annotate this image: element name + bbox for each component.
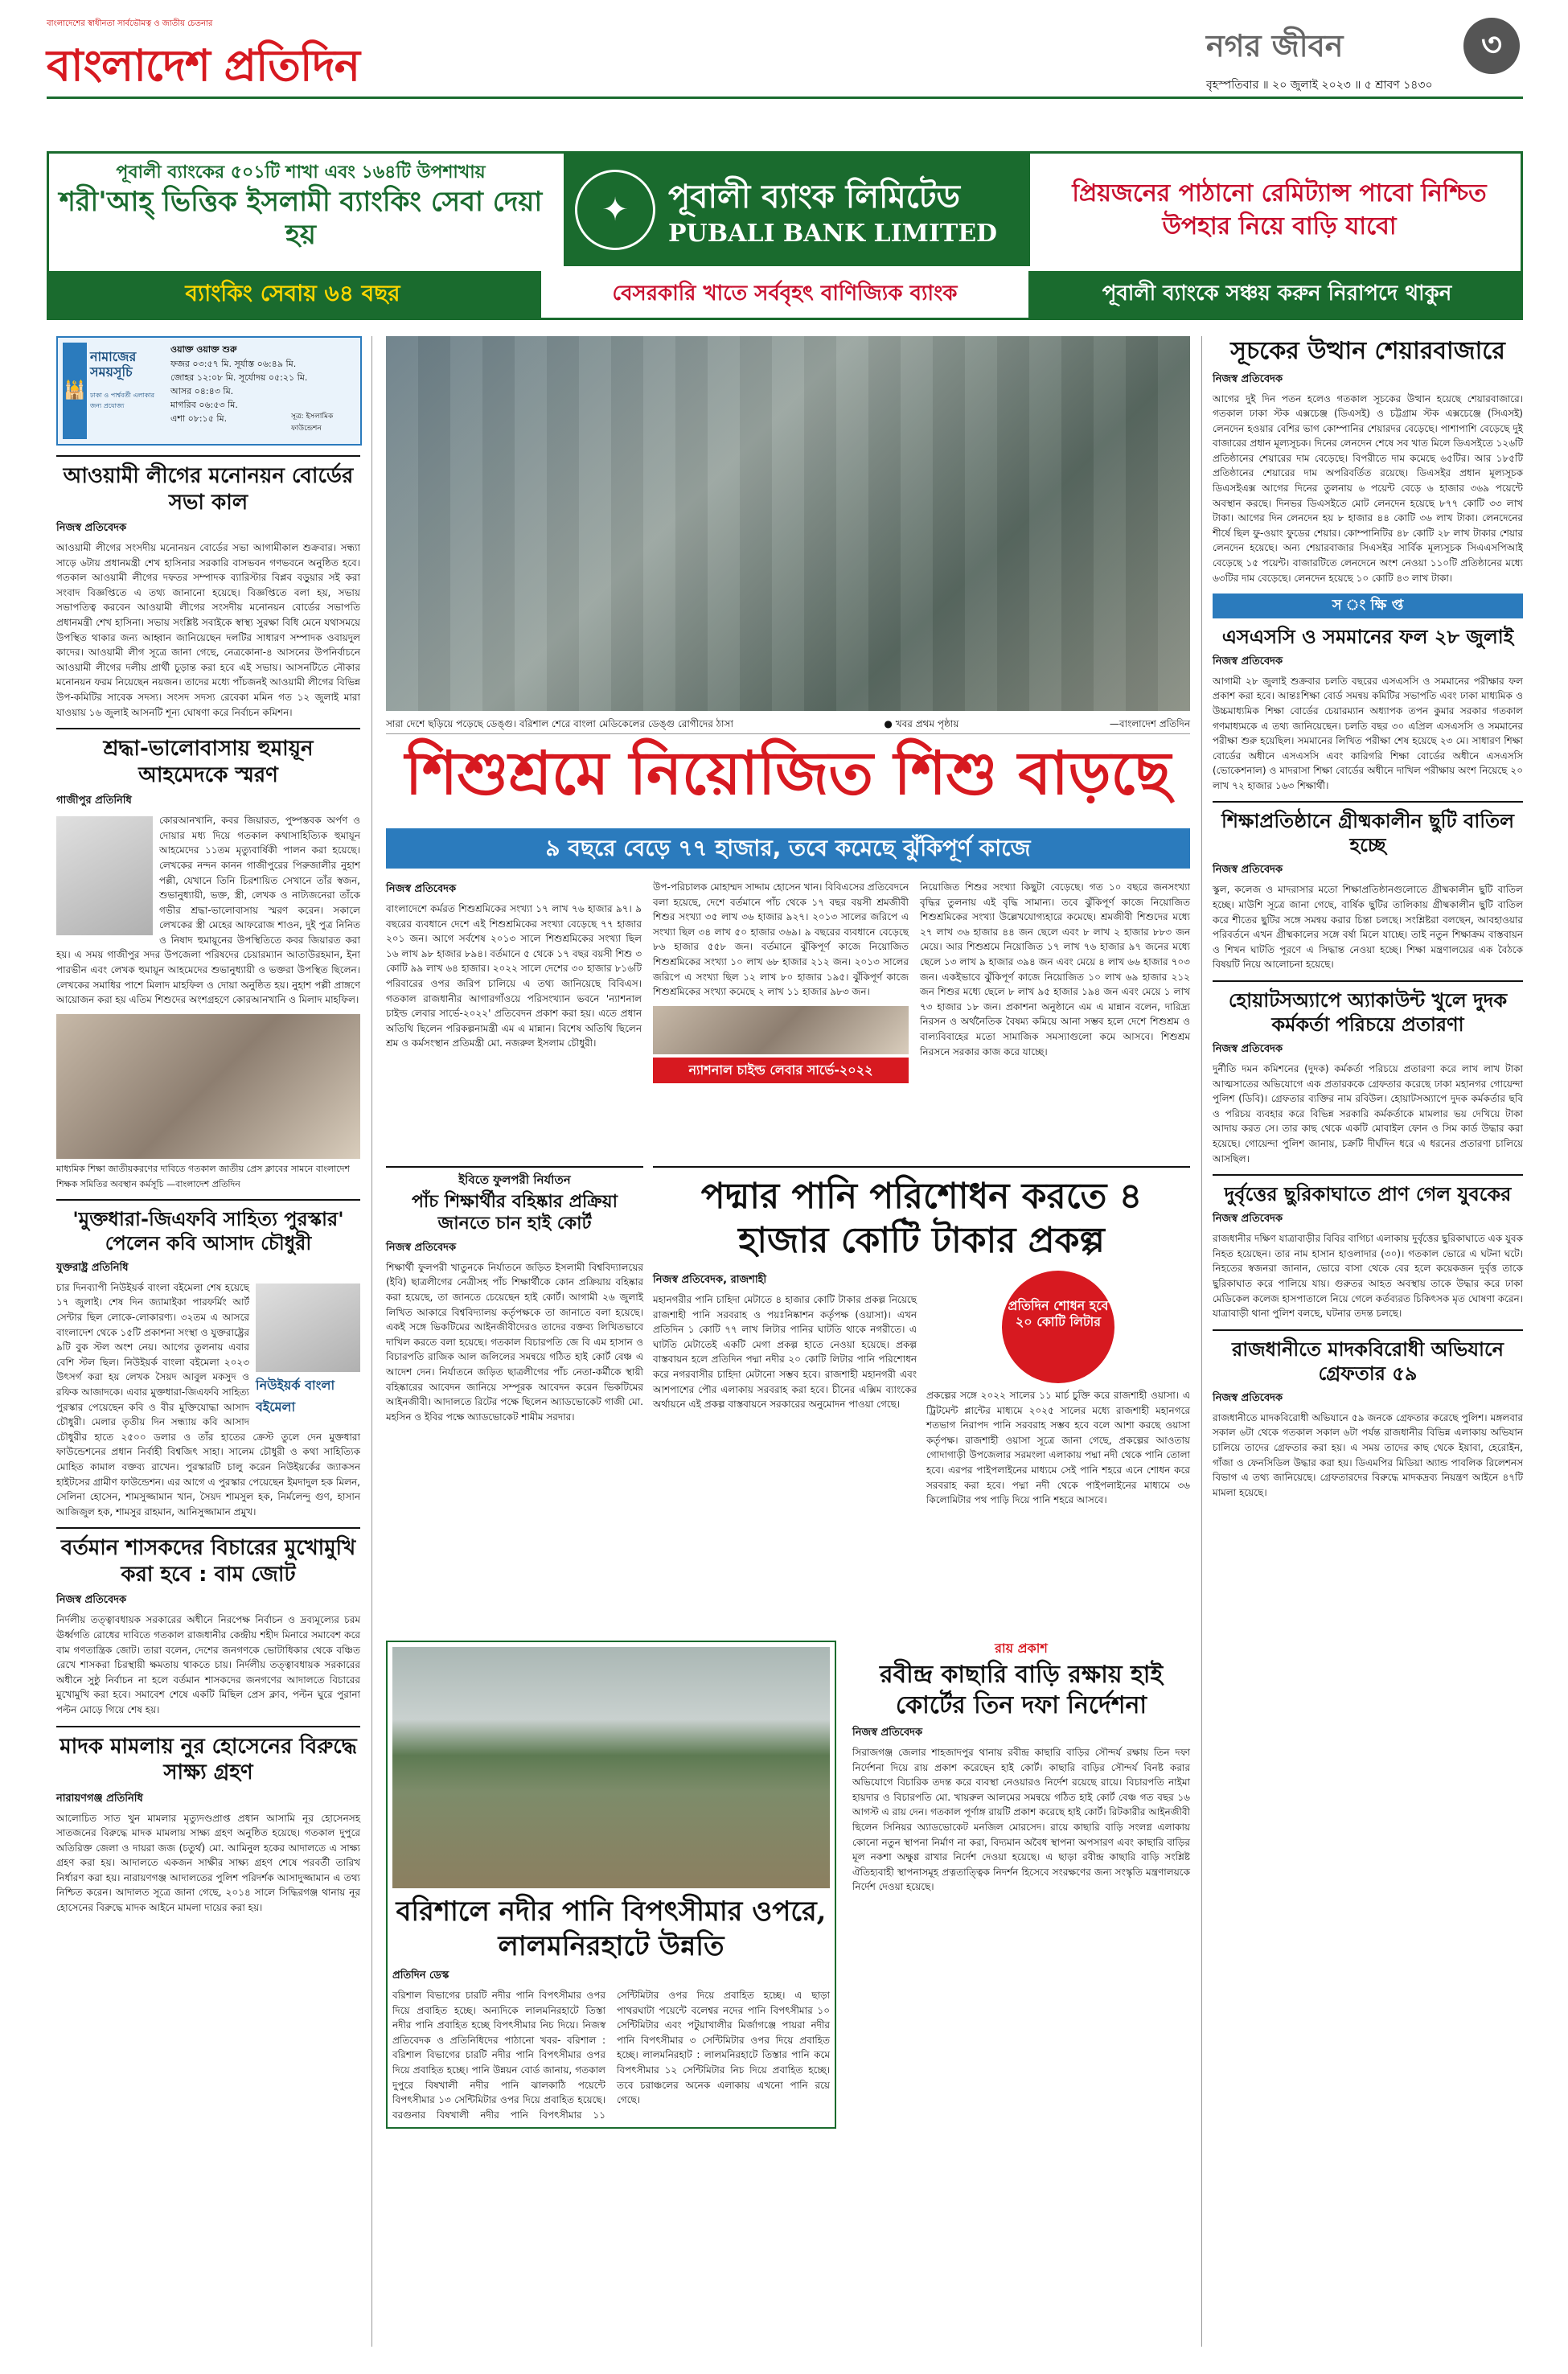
bookfair-inset: নিউইয়র্ক বাংলা বইমেলা bbox=[256, 1377, 335, 1415]
prayer-rows bbox=[170, 357, 307, 425]
byline: নিজস্ব প্রতিবেদক bbox=[386, 883, 457, 895]
padma-water-article bbox=[653, 1166, 1190, 1508]
article-body: নির্দলীয় তত্ত্বাবধায়ক সরকারের অধীনে নিরপেক্ষ নির্বাচন ও দ্রব্যমূল্যের চরম ঊর্ধ্বগতি রোধের দাবিতে গতকাল রাজধানীর কেন্দ্রীয় শহীদ মিনারে সমাবেশ করে বাম গণতান্ত্রিক জোট। তারা বলেন, দেশের জনগণকে ভোটাধিকার থেকে বঞ্চিত রেখে শাসকরা চিরস্থায়ী ক্ষমতায় থাকতে চায়। নির্দলীয় তত্ত্বাবধায়ক সরকারের অধীনে সুষ্ঠু নির্বাচন না হলে বর্তমান শাসকদের জনগণের আদালতে বিচারের মুখোমুখি করা হবে। সমাবেশ শেষে একটি মিছিল প্রেস ক্লাব, পল্টন ঘুরে পুরানা পল্টন মোড়ে গিয়ে শেষ হয়। bbox=[56, 1614, 360, 1715]
ad-bar-1: ব্যাংকিং সেবায় ৬৪ বছর bbox=[49, 271, 536, 318]
byline: নিজস্ব প্রতিবেদক bbox=[1213, 655, 1283, 667]
byline: প্রতিদিন ডেস্ক bbox=[392, 1969, 449, 1982]
photo-credit: —বাংলাদেশ প্রতিদিন bbox=[166, 1178, 240, 1189]
asad-portrait bbox=[256, 1284, 360, 1372]
prayer-head: ওয়াক্ত ওয়াক্ত শুরু bbox=[170, 344, 237, 355]
main-subhead: ৯ বছরে বেড়ে ৭৭ হাজার, তবে কমেছে ঝুঁকিপূর্ণ কাজে bbox=[386, 828, 1190, 869]
prayer-row: আসর ০৪:৪৩ মি. bbox=[170, 386, 234, 397]
mosque-icon: 🕌 bbox=[63, 343, 87, 439]
article-body: আগামী ২৮ জুলাই শুক্রবার চলতি বছরের এসএসসি ও সমমানের পরীক্ষার ফল প্রকাশ করা হবে। আন্তঃশিক্ষা বোর্ড সমন্বয় কমিটির সভাপতি এবং ঢাকা মাধ্যমিক ও উচ্চমাধ্যমিক শিক্ষা বোর্ডের চেয়ারম্যান অধ্যাপক তপন কুমার সরকার গতকাল গণমাধ্যমকে এ তথ্য জানিয়েছেন। চলতি বছর ৩০ এপ্রিল এসএসসি ও সমমানের পরীক্ষা শুরু হয়েছিল। সমমানের লিখিত পরীক্ষা শেষ হয়েছে ২৩ মে। সাধারণ শিক্ষা বোর্ডের অধীনে এসএসসি এবং কারিগরি শিক্ষা বোর্ডের অধীনে এসএসসি (ভোকেশনাল) ও মাদরাসা শিক্ষা বোর্ডের অধীনে দাখিল পরীক্ষায় অংশ নিয়েছে ২০ লাখ ৭২ হাজার ১৬৩ শিক্ষার্থী। bbox=[1213, 675, 1523, 791]
section-title: নগর জীবন bbox=[1206, 28, 1344, 64]
headline-al-board: আওয়ামী লীগের মনোনয়ন বোর্ডের সভা কাল bbox=[63, 464, 354, 515]
byline: নিজস্ব প্রতিবেদক bbox=[1213, 372, 1283, 385]
ad-bar-2: বেসরকারি খাতে সর্ববৃহৎ বাণিজ্যিক ব্যাংক bbox=[541, 271, 1028, 318]
article-body: রাজধানীতে মাদকবিরোধী অভিযানে ৫৯ জনকে গ্রেফতার করেছে পুলিশ। মঙ্গলবার সকাল ৬টা থেকে গতকাল সকাল ৬টা পর্যন্ত রাজধানীর বিভিন্ন এলাকায় অভিযান চালিয়ে তাদের গ্রেফতার করা হয়। এ সময় তাদের কাছ থেকে ইয়াবা, হেরোইন, গাঁজা ও ফেনসিডিল উদ্ধার করা হয়। ডিএমপির মিডিয়া অ্যান্ড পাবলিক রিলেশনস বিভাগ এ তথ্য জানিয়েছে। গ্রেফতারদের বিরুদ্ধে মাদকদ্রব্য নিয়ন্ত্রণ আইনে ৪৭টি মামলা হয়েছে। bbox=[1213, 1411, 1523, 1498]
water-badge: প্রতিদিন শোধন হবে ২০ কোটি লিটার bbox=[1002, 1271, 1114, 1383]
humayun-portrait bbox=[56, 816, 153, 935]
article-body: স্কুল, কলেজ ও মাদরাসার মতো শিক্ষাপ্রতিষ্ঠানগুলোতে গ্রীষ্মকালীন ছুটি বাতিল হচ্ছে। মাউশি সূত্রে জানা গেছে, বার্ষিক ছুটির তালিকায় গ্রীষ্মকালীন ছুটি বাতিল করে শীতের ছুটির সঙ্গে সমন্বয় করার চিন্তা চলছে। সংশ্লিষ্টরা বলছেন, আবহাওয়ার পরিবর্তনে এখন গ্রীষ্মকালের সঙ্গে বর্ষা মিলে যাচ্ছে। তাই নতুন শিক্ষাক্রম বাস্তবায়ন ও শিখন ঘাটতি পূরণে এ সিদ্ধান্ত নেওয়া হচ্ছে। শিক্ষা মন্ত্রণালয়ের এক বৈঠকে বিষয়টি নিয়ে আলোচনা হয়েছে। bbox=[1213, 884, 1523, 971]
headline-whatsapp-fraud: হোয়াটসঅ্যাপে অ্যাকাউন্ট খুলে দুদক কর্মকর্তা পরিচয়ে প্রতারণা bbox=[1228, 989, 1508, 1037]
headline-humayun: শ্রদ্ধা-ভালোবাসায় হুমায়ূন আহমেদকে স্মরণ bbox=[103, 737, 314, 787]
ad-bank-bn: পূবালী ব্যাংক লিমিটেড bbox=[668, 179, 960, 216]
prayer-time-box bbox=[56, 336, 362, 446]
byline: নিজস্ব প্রতিবেদক bbox=[386, 1241, 457, 1254]
article-body: চার দিনব্যাপী নিউইয়র্ক বাংলা বইমেলা শেষ হয়েছে ১৭ জুলাই। শেষ দিন জ্যামাইকা পারফর্মিং আর্ট সেন্টার ছিল লোকে-লোকারণ্য। ৩২তম এ আসরে বাংলাদেশ থেকে ১৫টি প্রকাশনা সংস্থা ও যুক্তরাষ্ট্রের ৯টি বুক স্টল অংশ নেয়। আগের তুলনায় এবার বেশি স্টল ছিল। নিউইয়র্ক বাংলা বইমেলা ২০২৩ উৎসর্গ করা হয় লেখক সৈয়দ আবুল মকসুদ ও রফিক আজাদকে। এবার মুক্তধারা-জিএফবি সাহিত্য পুরস্কার পেয়েছেন কবি ও বীর মুক্তিযোদ্ধা আসাদ চৌধুরী। মেলার তৃতীয় দিন সন্ধ্যায় কবি আসাদ চৌধুরীর হাতে ২৫০০ ডলার ও তাঁর হাতের ক্রেস্ট তুলে দেন মুক্তধারা ফাউন্ডেশনের প্রধান নির্বাহী বিশ্বজিৎ সাহা। সালেম চৌধুরী ও কথা সাহিত্যিক মোহিত কামাল বক্তব্য রাখেন। পুরস্কারটি চালু করেন নিউইয়র্কের জ্যাকসন হাইটসের গ্রামীণ ফাউন্ডেশন। এর আগে এ পুরস্কার পেয়েছেন ইমদাদুল হক মিলন, সেলিনা হোসেন, শামসুজ্জামান খান, সৈয়দ শামসুল হক, নির্মলেন্দু গুণ, হাসান আজিজুল হক, শামসুর রাহমান, আনিসুজ্জামান প্রমুখ। bbox=[56, 1281, 360, 1518]
article-body: আলোচিত সাত খুন মামলার মৃত্যুদণ্ডপ্রাপ্ত প্রধান আসামি নূর হোসেনসহ সাতজনের বিরুদ্ধে মাদক মামলায় সাক্ষ্য গ্রহণ অনুষ্ঠিত হয়েছে। গতকাল দুপুরে অতিরিক্ত জেলা ও দায়রা জজ (চতুর্থ) মো. আমিনুল হকের আদালতে এ সাক্ষ্য গ্রহণ করা হয়। আদালতে একজন সাক্ষীর সাক্ষ্য গ্রহণ শেষে পরবর্তী তারিখ নির্ধারণ করা হয়। নারায়ণগঞ্জ আদালতের পুলিশ পরিদর্শক আসাদুজ্জামান এ তথ্য নিশ্চিত করেন। আদালত সূত্রে জানা গেছে, ২০১৪ সালে সিদ্ধিরগঞ্জ থানায় নূর হোসেনের বিরুদ্ধে মাদক আইনে মামলা দায়ের করা হয়। bbox=[56, 1812, 360, 1914]
column-divider bbox=[1201, 336, 1202, 2347]
headline-flood: বরিশালে নদীর পানি বিপৎসীমার ওপরে, লালমনিরহাটে উন্নতি bbox=[396, 1896, 827, 1962]
photo-ref: ● খবর প্রথম পৃষ্ঠায় bbox=[884, 718, 959, 729]
headline-rabindra: রবীন্দ্র কাছারি বাড়ি রক্ষায় হাই কোর্টের তিন দফা নির্দেশনা bbox=[879, 1661, 1164, 1719]
article-body: আওয়ামী লীগের সংসদীয় মনোনয়ন বোর্ডের সভা আগামীকাল শুক্রবার। সন্ধ্যা সাড়ে ৬টায় প্রধানমন্ত্রী শেখ হাসিনার সরকারি বাসভবন গণভবনে অনুষ্ঠিত হবে। গতকাল আওয়ামী লীগের দফতর সম্পাদক ব্যারিস্টার বিপ্লব বড়ুয়ার সই করা সংবাদ বিজ্ঞপ্তিতে এ তথ্য জানানো হয়েছে। বিজ্ঞপ্তিতে বলা হয়, সভায় সভাপতিত্ব করবেন আওয়ামী লীগের সংসদীয় মনোনয়ন বোর্ডের সভাপতি প্রধানমন্ত্রী শেখ হাসিনা। সভায় সংশ্লিষ্ট সবাইকে স্বাস্থ্য সুরক্ষা বিধি মেনে যথাসময়ে উপস্থিত থাকার জন্য আহ্বান জানিয়েছেন দলটির সাধারণ সম্পাদক ওবায়দুল কাদের। আওয়ামী লীগ সূত্রে জানা গেছে, নেত্রকোনা-৪ আসনের উপনির্বাচনে আওয়ামী লীগের দলীয় প্রার্থী চূড়ান্ত করা হবে এই সভায়। আসনটিতে নৌকার মনোনয়ন ফরম নিয়েছেন নয়জন। তাদের মধ্যে পাঁচজনই আওয়ামী লীগের বিভিন্ন উপ-কমিটির সাবেক সদস্য। সংসদ সদস্য রেবেকা মমিন গত ১২ জুলাই মারা যাওয়ায় ১৬ জুলাই আসনটি শূন্য ঘোষণা করে নির্বাচন কমিশন। bbox=[56, 542, 360, 718]
byline: নিজস্ব প্রতিবেদক bbox=[1213, 1213, 1283, 1226]
rabindra-article bbox=[852, 1641, 1190, 1895]
headline-padma: পদ্মার পানি পরিশোধন করতে ৪ হাজার কোটি টাকার প্রকল্প bbox=[700, 1176, 1143, 1261]
article-body: প্রকল্পের সঙ্গে ২০২২ সালের ১১ মার্চ চুক্তি করে রাজশাহী ওয়াসা। এ ট্রিটমেন্ট প্লান্টের মাধ্যমে ২০২৫ সালের মধ্যে রাজশাহী মহানগরে শতভাগ নিরাপদ পানি সরবরাহ সম্ভব হবে বলে আশা করছে ওয়াসা কর্তৃপক্ষ। রাজশাহী ওয়াসা সূত্রে জানা গেছে, প্রকল্পের আওতায় গোদাগাড়ী উপজেলার সরমংলা এলাকায় পদ্মা নদী থেকে পানি তোলা হবে। এরপর পাইপলাইনের মাধ্যমে সেই পানি শহরে এনে শোধন করে সরবরাহ করা হবে। পদ্মা নদী থেকে পাইপলাইনের মাধ্যমে ৩৬ কিলোমিটার পথ পাড়ি দিয়ে পানি শহরে আসবে। bbox=[926, 1390, 1190, 1506]
pubali-bank-ad bbox=[47, 151, 1523, 320]
kicker: ইবিতে ফুলপরী নির্যাতন bbox=[458, 1173, 571, 1187]
headline-stock: সূচকের উত্থান শেয়ারবাজারে bbox=[1230, 337, 1505, 365]
byline: নিজস্ব প্রতিবেদক bbox=[56, 1594, 127, 1607]
ad-bank-en: PUBALI BANK LIMITED bbox=[668, 220, 998, 248]
teachers-protest-photo bbox=[56, 1014, 360, 1159]
survey-badge: ন্যাশনাল চাইল্ড লেবার সার্ভে-২০২২ bbox=[653, 1058, 909, 1083]
kicker: রায় প্রকাশ bbox=[995, 1641, 1048, 1656]
flood-article bbox=[386, 1641, 836, 2129]
headline-stabbing: দুর্বৃত্তের ছুরিকাঘাতে প্রাণ গেল যুবকের bbox=[1224, 1183, 1512, 1206]
ad-bar-3: পূবালী ব্যাংকে সঞ্চয় করুন নিরাপদে থাকুন bbox=[1033, 271, 1521, 318]
article-body: বাংলাদেশে কর্মরত শিশুশ্রমিকের সংখ্যা ১৭ লাখ ৭৬ হাজার ৯৭। ৯ বছরের ব্যবধানে দেশে এই শিশুশ্রমিকের সংখ্যা বেড়েছে ৭৭ হাজার ২০১ জন। আগে সর্বশেষ ২০১৩ সালে শিশুশ্রমিকের সংখ্যা ছিল ১৬ লাখ ৯৮ হাজার ৮৯৪। বর্তমানে ৫ থেকে ১৭ বছর বয়সী শিশু ৩ কোটি ৯৯ লাখ ৬৪ হাজার। ২০২২ সালে দেশের ৩০ হাজার ৮১৬টি পরিবারের ওপর জরিপ চালিয়ে এ তথ্য জানিয়েছে বিবিএস। গতকাল রাজধানীর আগারগাঁওয়ে পরিসংখ্যান ভবনে 'ন্যাশনাল চাইল্ড লেবার সার্ভে-২০২২' প্রতিবেদন প্রকাশ করা হয়। এতে প্রধান অতিথি ছিলেন পরিকল্পনামন্ত্রী এম এ মান্নান। বিশেষ অতিথি ছিলেন শ্রম ও কর্মসংস্থান প্রতিমন্ত্রী মো. নজরুল ইসলাম চৌধুরী। bbox=[386, 903, 642, 1049]
masthead-tagline: বাংলাদেশের স্বাধীনতা সার্বভৌমত্ব ও জাতীয় চেতনার bbox=[47, 19, 213, 28]
child-labor-illustration bbox=[653, 1006, 909, 1054]
headline-ssc: এসএসসি ও সমমানের ফল ২৮ জুলাই bbox=[1221, 625, 1514, 648]
ad-left-top: পূবালী ব্যাংকের ৫০১টি শাখা এবং ১৬৪টি উপশাখায় bbox=[116, 162, 486, 183]
prayer-row: ফজর ০৩:৫৭ মি. সূর্যাস্ত ০৬:৪৯ মি. bbox=[170, 359, 297, 369]
prayer-subtitle: ঢাকা ও পার্শ্ববর্তী এলাকার জন্য প্রযোজ্য bbox=[90, 392, 155, 409]
headline-drug-raid: রাজধানীতে মাদকবিরোধী অভিযানে গ্রেফতার ৫৯ bbox=[1232, 1337, 1504, 1385]
photo-caption: মাধ্যমিক শিক্ষা জাতীয়করণের দাবিতে গতকাল জাতীয় প্রেস ক্লাবের সামনে বাংলাদেশ শিক্ষক সমিতির অবস্থান কর্মসূচি bbox=[56, 1163, 351, 1189]
prayer-source: সূত্র: ইসলামিক ফাউন্ডেশন bbox=[291, 413, 334, 433]
headline-left-alliance: বর্তমান শাসকদের বিচারের মুখোমুখি করা হবে : বাম জোট bbox=[60, 1536, 356, 1587]
byline: যুক্তরাষ্ট্র প্রতিনিধি bbox=[56, 1261, 129, 1274]
briefs-label: স ং ক্ষি প্ত bbox=[1213, 594, 1523, 618]
article-body: রাজধানীর দক্ষিণ যাত্রাবাড়ীর বিবির বাগিচা এলাকায় দুর্বৃত্তের ছুরিকাঘাতে এক যুবক নিহত হয়েছেন। তার নাম হাসান হাওলাদার (৩০)। গতকাল ভোরে এ ঘটনা ঘটে। নিহতের স্বজনরা জানান, ভোরে বাসা থেকে বের হলে কয়েকজন দুর্বৃত্ত তাকে ছুরিকাঘাত করে পালিয়ে যায়। গুরুতর আহত অবস্থায় তাকে উদ্ধার করে ঢাকা মেডিকেল কলেজ হাসপাতালে নিয়ে গেলে কর্তব্যরত চিকিৎসক মৃত ঘোষণা করেন। যাত্রাবাড়ী থানা পুলিশ বলছে, ঘটনার তদন্ত চলছে। bbox=[1213, 1233, 1523, 1320]
page-number: ৩ bbox=[1463, 18, 1520, 74]
byline: নিজস্ব প্রতিবেদক bbox=[1213, 1043, 1283, 1056]
pubali-logo-icon: ✦ bbox=[575, 170, 655, 250]
flood-photo bbox=[392, 1647, 830, 1888]
article-body: মহানগরীর পানি চাহিদা মেটাতে ৪ হাজার কোটি টাকার প্রকল্প নিয়েছে রাজশাহী পানি সরবরাহ ও পয়ঃনিষ্কাশন কর্তৃপক্ষ (ওয়াসা)। এখন প্রতিদিন ১ কোটি ৭৭ লাখ লিটার পানির ঘাটতি থাকে নগরীতে। এ ঘাটতি মেটাতেই একটি মেগা প্রকল্প হাতে নেওয়া হয়েছে। প্রকল্প বাস্তবায়ন হলে প্রতিদিন পদ্মা নদীর ২০ কোটি লিটার পানি পরিশোধন করে নগরবাসীর চাহিদা মেটানো সম্ভব হবে। রাজশাহী মহানগরী এবং আশপাশের পৌর এলাকায় সরবরাহ করা হবে। চীনের এক্সিম ব্যাংকের অর্থায়নে এই প্রকল্প বাস্তবায়নে সরকারের অনুমোদন পাওয়া গেছে। bbox=[653, 1294, 917, 1411]
prayer-row: মাগরিব ০৬:৫৩ মি. bbox=[170, 400, 238, 411]
headline-ib: পাঁচ শিক্ষার্থীর বহিষ্কার প্রক্রিয়া জানতে চান হাই কোর্ট bbox=[411, 1191, 618, 1234]
byline: নারায়ণগঞ্জ প্রতিনিধি bbox=[56, 1792, 143, 1805]
photo-caption: সারা দেশে ছড়িয়ে পড়েছে ডেঙ্গু। বরিশাল শেরে বাংলা মেডিকেলের ডেঙ্গু রোগীদের ঠাসা bbox=[386, 718, 733, 729]
photo-credit: —বাংলাদেশ প্রতিদিন bbox=[1109, 718, 1190, 729]
article-body: উপ-পরিচালক মোহাম্মদ সাদ্দাম হোসেন খান। বিবিএসের প্রতিবেদনে বলা হয়েছে, দেশে বর্তমানে পাঁচ থেকে ১৭ বছর বয়সী শ্রমজীবী শিশুর সংখ্যা ৩৫ লাখ ৩৬ হাজার ৯২৭। ২০১৩ সালের জরিপে এ সংখ্যা ছিল ৩৪ লাখ ৫০ হাজার ৩৬৯। ৯ বছরের ব্যবধানে বেড়েছে ৮৬ হাজার ৫৫৮ জন। বর্তমানে ঝুঁকিপূর্ণ কাজে নিয়োজিত শিশুশ্রমিকের সংখ্যা ১০ লাখ ৬৮ হাজার ২১২ জন। ২০১৩ সালের জরিপে এ সংখ্যা ছিল ১২ লাখ ৮০ হাজার ১৯৫। ঝুঁকিপূর্ণ কাজে শিশুশ্রমিকের সংখ্যা কমেছে ২ লাখ ১১ হাজার ৯৮৩ জন। bbox=[653, 881, 909, 998]
headline-asad-chowdhury: 'মুক্তধারা-জিএফবি সাহিত্য পুরস্কার' পেলেন কবি আসাদ চৌধুরী bbox=[72, 1207, 344, 1255]
ad-right-main: প্রিয়জনের পাঠানো রেমিট্যান্স পাবো নিশ্চিত উপহার নিয়ে বাড়ি যাবো bbox=[1072, 179, 1487, 240]
left-column bbox=[56, 455, 360, 1916]
ad-left-main: শরী'আহ্ ভিত্তিক ইসলামী ব্যাংকিং সেবা দেয়া হয় bbox=[59, 186, 543, 251]
masthead-rule bbox=[47, 97, 1523, 99]
byline: গাজীপুর প্রতিনিধি bbox=[56, 795, 132, 807]
article-body: সিরাজগঞ্জ জেলার শাহজাদপুর থানায় রবীন্দ্র কাছারি বাড়ির সৌন্দর্য রক্ষায় তিন দফা নির্দেশনা দিয়ে রায় প্রকাশ করেছেন হাই কোর্ট। কাছারি বাড়ির সৌন্দর্য বিনষ্ট করার অভিযোগে বিচারিক তদন্ত করে ব্যবস্থা নেওয়ারও নির্দেশ রয়েছে রায়ে। বিচারপতি নাইমা হায়দার ও বিচারপতি মো. খায়রুল আলমের সমন্বয়ে গঠিত হাই কোর্ট বেঞ্চ গত বছর ১৬ আগস্ট এ রায় দেন। গতকাল পূর্ণাঙ্গ রায়টি প্রকাশ করেছে হাই কোর্ট। রিটকারীর আইনজীবী ছিলেন সিনিয়র অ্যাডভোকেট মনজিল মোরসেদ। রায়ে কাছারি বাড়ি সংলগ্ন এলাকায় কোনো নতুন স্থাপনা নির্মাণ না করা, বিদ্যমান অবৈধ স্থাপনা অপসারণ এবং কাছারি বাড়ির মূল নকশা অক্ষুণ্ণ রাখার নির্দেশ দেওয়া হয়েছে। এ ছাড়া রবীন্দ্র কাছারি বাড়ি সংশ্লিষ্ট ঐতিহ্যবাহী স্থাপনাসমূহ প্রত্নতাত্ত্বিক নিদর্শন হিসেবে সংরক্ষণের জন্য সংস্কৃতি মন্ত্রণালয়কে নির্দেশ দেওয়া হয়েছে। bbox=[852, 1747, 1190, 1893]
ib-expulsion-article bbox=[386, 1166, 643, 1424]
byline: নিজস্ব প্রতিবেদক bbox=[852, 1727, 923, 1739]
byline: নিজস্ব প্রতিবেদক bbox=[56, 522, 127, 534]
article-body: দুর্নীতি দমন কমিশনের (দুদক) কর্মকর্তা পরিচয়ে প্রতারণা করে লাখ লাখ টাকা আত্মসাতের অভিযোগে এক প্রতারককে গ্রেফতার করেছে ঢাকা মহানগর গোয়েন্দা পুলিশ (ডিবি)। গ্রেফতার ব্যক্তির নাম রবিউল। হোয়াটসঅ্যাপে দুদক কর্মকর্তার ছবি ও পরিচয় ব্যবহার করে বিভিন্ন সরকারি কর্মকর্তাকে মামলার ভয় দেখিয়ে টাকা আদায় করত সে। তার কাছ থেকে একটি মোবাইল ফোন ও সিম কার্ড উদ্ধার করা হয়েছে। গোয়েন্দা পুলিশ জানায়, চক্রটি দীর্ঘদিন ধরে এ ধরনের প্রতারণা চালিয়ে আসছিল। bbox=[1213, 1063, 1523, 1164]
article-body: আগের দুই দিন পতন হলেও গতকাল সূচকের উত্থান হয়েছে শেয়ারবাজারে। গতকাল ঢাকা স্টক এক্সচেঞ্জ (ডিএসই) ও চট্টগ্রাম স্টক এক্সচেঞ্জে (সিএসই) লেনদেন হওয়ার বেশির ভাগ কোম্পানির শেয়ারদর বেড়েছে। পাশাপাশি বেড়েছে দুই বাজারের প্রধান মূল্যসূচক। দিনের লেনদেন শেষে সব খাত মিলে ডিএসইতে ১২৬টি প্রতিষ্ঠানের শেয়ারের দাম বেড়েছে। বিপরীতে দাম কমেছে ৬৫টির। আর ১৮৫টি প্রতিষ্ঠানের শেয়ারের দাম অপরিবর্তিত রয়েছে। ডিএসইর প্রধান মূল্যসূচক ডিএসইএক্স আগের দিনের তুলনায় ৬ পয়েন্ট বেড়ে ৬ হাজার ৩৬৯ পয়েন্টে অবস্থান করছে। দিনভর ডিএসইতে মোট লেনদেন হয়েছে ৮৭৭ কোটি ৩৩ লাখ টাকা। আগের দিন লেনদেন হয় ৮ হাজার ৪৪ কোটি ৩৬ লাখ টাকা। লেনদেনের শীর্ষে ছিল ফু-ওয়াং ফুডের শেয়ার। কোম্পানিটির ৪৮ কোটি ২৮ লাখ টাকার শেয়ার লেনদেন হয়েছে। অন্য শেয়ারবাজার সিএসইর সার্বিক মূল্যসূচক সিএএসপিআই বেড়েছে ১৫ পয়েন্ট। বাজারটিতে লেনদেনে অংশ নেওয়া ১১০টি প্রতিষ্ঠানের মধ্যে ৬৩টির দাম বেড়েছে। লেনদেন হয়েছে ১০ কোটি ৪৩ লাখ টাকা। bbox=[1213, 392, 1523, 584]
right-column bbox=[1213, 336, 1523, 1500]
headline-summer-vacation: শিক্ষাপ্রতিষ্ঠানে গ্রীষ্মকালীন ছুটি বাতিল হচ্ছে bbox=[1221, 810, 1515, 857]
byline: নিজস্ব প্রতিবেদক bbox=[1213, 1391, 1283, 1404]
article-body: কোরআনখানি, কবর জিয়ারত, পুষ্পস্তবক অর্পণ ও দোয়ার মধ্য দিয়ে গতকাল কথাসাহিত্যিক হুমায়ূন আহমেদের ১১তম মৃত্যুবার্ষিকী পালন করা হয়েছে। লেখকের নন্দন কানন গাজীপুরের পিরুজালীর নুহাশ পল্লী, যেখানে তিনি চিরশায়িত সেখানে তাঁর স্বজন, শুভানুধ্যায়ী, ভক্ত, স্ত্রী, লেখক ও নাট্যজনেরা তাঁকে গভীর শ্রদ্ধা-ভালোবাসায় স্মরণ করেন। সকালে লেখকের স্ত্রী মেহের আফরোজ শাওন, দুই পুত্র নিনিত ও নিষাদ হুমায়ূনের উপস্থিতিতে কবর জিয়ারত করা হয়। এ সময় গাজীপুর সদর উপজেলা পরিষদের চেয়ারম্যান আতাউরহমান, ইনা পারভীন এবং লেখক হুমায়ূন আহমেদের শুভানুধ্যায়ী ও ভক্তরা উপস্থিত ছিলেন। লেখকের সমাধির পাশে মিলাদ মাহফিল ও দোয়া অনুষ্ঠিত হয়। নুহাশ পল্লী প্রাঙ্গণে আয়োজন করা হয় এতিম শিশুদের অংশগ্রহণে কোরআনখানি ও মিলাদ মাহফিল। bbox=[56, 815, 360, 1006]
byline: নিজস্ব প্রতিবেদক, রাজশাহী bbox=[653, 1274, 767, 1286]
article-body: শিক্ষার্থী ফুলপরী খাতুনকে নির্যাতনে জড়িত ইসলামী বিশ্ববিদ্যালয়ের (ইবি) ছাত্রলীগের নেত্রীসহ পাঁচ শিক্ষার্থীকে কোন প্রক্রিয়ায় বহিষ্কার করা হয়েছে, তা জানতে চেয়েছেন হাই কোর্ট। আগামী ২৬ জুলাই লিখিত আকারে বিশ্ববিদ্যালয় কর্তৃপক্ষকে তা জানাতে বলা হয়েছে। একই সঙ্গে ভিকটিমের আইনজীবীদেরও তাদের বক্তব্য লিখিতভাবে দাখিল করতে বলা হয়েছে। গতকাল বিচারপতি জে বি এম হাসান ও বিচারপতি রাজিক আল জলিলের সমন্বয়ে গঠিত হাই কোর্ট বেঞ্চ এ আদেশ দেন। নির্যাতনে জড়িত ছাত্রলীগের পাঁচ নেতা-কর্মীকে স্থায়ী বহিষ্কারের আবেদন জানিয়ে সম্পূরক আবেদন করেন ভিকটিমের আইনজীবী। আদালতে রিটের পক্ষে ছিলেন অ্যাডভোকেট গাজী মো. মহসিন ও ইবির পক্ষে অ্যাডভোকেট শামীম সরদার। bbox=[386, 1261, 643, 1423]
column-divider bbox=[371, 336, 372, 2347]
masthead-logo: বাংলাদেশ প্রতিদিন bbox=[47, 39, 359, 91]
date-line: বৃহস্পতিবার ॥ ২০ জুলাই ২০২৩ ॥ ৫ শ্রাবণ ১৪৩০ bbox=[1206, 79, 1433, 92]
prayer-row: জোহর ১২:০৮ মি. সূর্যোদয় ০৫:২১ মি. bbox=[170, 372, 308, 384]
article-body: বরিশাল বিভাগের চারটি নদীর পানি বিপৎসীমার ওপর দিয়ে প্রবাহিত হচ্ছে। অন্যদিকে লালমনিরহাটে তিস্তা নদীর পানি প্রবাহিত হচ্ছে বিপৎসীমার নিচ দিয়ে। নিজস্ব প্রতিবেদক ও প্রতিনিধিদের পাঠানো খবর- বরিশাল : বরিশাল বিভাগের চারটি নদীর পানি বিপৎসীমার ওপর দিয়ে প্রবাহিত হচ্ছে। পানি উন্নয়ন বোর্ড জানায়, গতকাল দুপুরে বিষখালী নদীর পানি ঝালকাঠি পয়েন্টে বিপৎসীমার ১৩ সেন্টিমিটার ওপর দিয়ে প্রবাহিত হয়েছে। বরগুনার বিষখালী নদীর পানি বিপৎসীমার ১১ সেন্টিমিটার ওপর দিয়ে প্রবাহিত হচ্ছে। এ ছাড়া পাথরঘাটা পয়েন্টে বলেশ্বর নদের পানি বিপৎসীমার ১০ সেন্টিমিটার এবং পটুয়াখালীর মির্জাগঞ্জে পায়রা নদীর পানি বিপৎসীমার ৩ সেন্টিমিটার ওপর দিয়ে প্রবাহিত হচ্ছে। লালমনিরহাট : লালমনিরহাটে তিস্তার পানি কমে বিপৎসীমার ১২ সেন্টিমিটার নিচ দিয়ে প্রবাহিত হচ্ছে। তবে চরাঞ্চলের অনেক এলাকায় এখনো পানি রয়ে গেছে। bbox=[392, 1990, 830, 2121]
byline: নিজস্ব প্রতিবেদক bbox=[1213, 864, 1283, 877]
prayer-row: এশা ০৮:১৫ মি. bbox=[170, 413, 228, 425]
dengue-ward-photo bbox=[386, 336, 1190, 711]
main-headline: শিশুশ্রমে নিয়োজিত শিশু বাড়ছে bbox=[404, 739, 1172, 808]
article-body: নিয়োজিত শিশুর সংখ্যা কিছুটা বেড়েছে। গত ১০ বছরে জনসংখ্যা বৃদ্ধির তুলনায় এই বৃদ্ধি সামান্য। তবে ঝুঁকিপূর্ণ কাজে নিয়োজিত শিশুশ্রমিকের সংখ্যা উল্লেখযোগ্যহারে কমেছে। শ্রমজীবী শিশুদের মধ্যে ২৭ লাখ ৩৬ হাজার ৪৪ জন ছেলে এবং ৮ লাখ ২ হাজার ৮৮৩ জন মেয়ে। আর শিশুশ্রমে নিয়োজিত ১৭ লাখ ৭৬ হাজার ৯৭ জনের মধ্যে ছেলে ১৩ লাখ ৯ হাজার ৩৯৪ জন এবং মেয়ে ৪ লাখ ৬৬ হাজার ৭০৩ জন। একইভাবে ঝুঁকিপূর্ণ কাজে নিয়োজিত ১০ লাখ ৬৯ হাজার ২১২ জন শিশুর মধ্যে ছেলে ৮ লাখ ৯৫ হাজার ১৯৪ জন এবং মেয়ে ১ লাখ ৭৩ হাজার ১৮ জন। প্রকাশনা অনুষ্ঠানে এম এ মান্নান বলেন, দারিদ্র্য নিরসন ও অর্থনৈতিক বৈষম্য কমিয়ে আনা সম্ভব হলে দেশে শিশুশ্রম ও বাল্যবিবাহের মতো সামাজিক সমস্যাগুলো কমে আসবে। শিশুশ্রম নিরসনে সরকার কাজ করে যাচ্ছে। bbox=[920, 881, 1190, 1058]
prayer-title: নামাজের সময়সূচি bbox=[90, 349, 137, 380]
headline-nur-hossain: মাদক মামলায় নুর হোসেনের বিরুদ্ধে সাক্ষ্য গ্রহণ bbox=[60, 1734, 357, 1785]
